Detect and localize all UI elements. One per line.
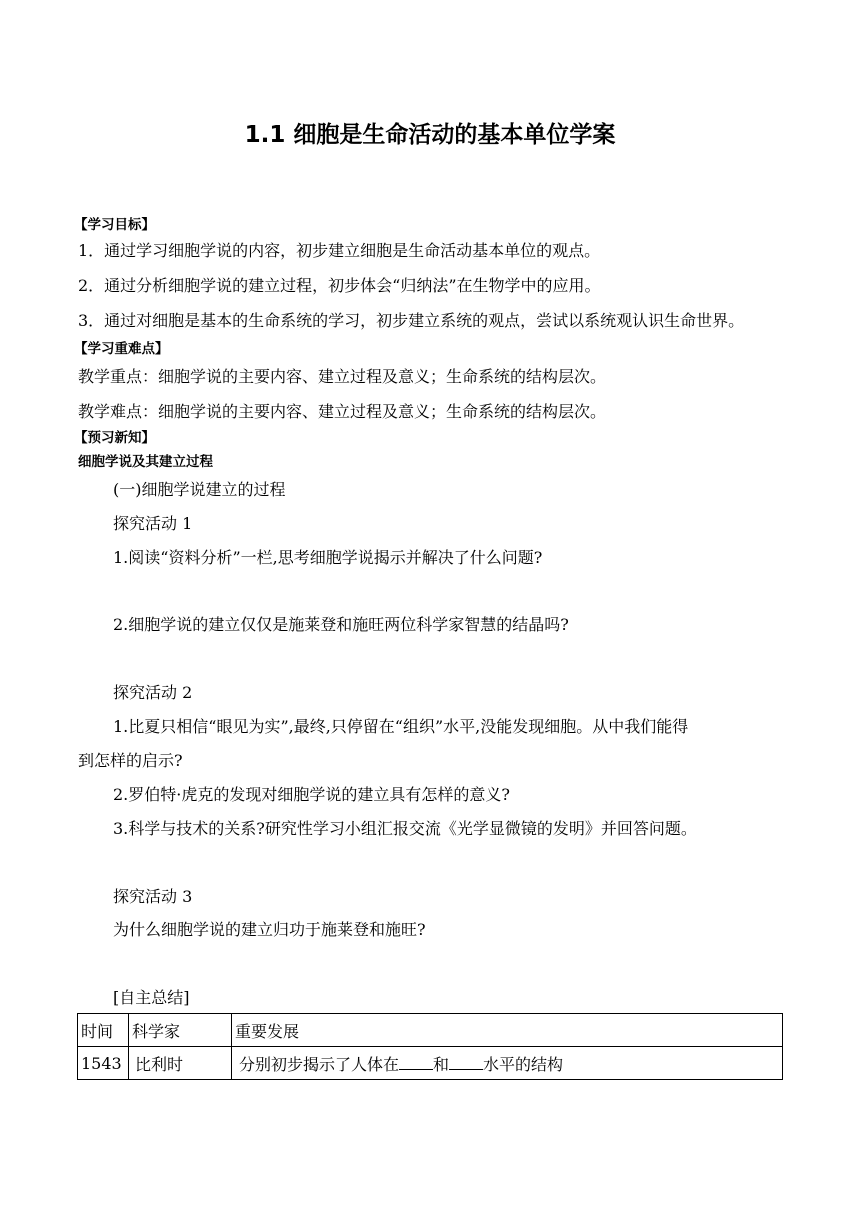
development-text-part1: 分别初步揭示了人体在 xyxy=(239,1054,400,1074)
objective-item-3: 3．通过对细胞是基本的生命系统的学习，初步建立系统的观点，尝试以系统观认识生命世界。 xyxy=(78,311,745,330)
activity1-question-1: 1.阅读“资料分析”一栏,思考细胞学说揭示并解决了什么问题? xyxy=(113,548,543,567)
cell-development xyxy=(232,1047,783,1080)
key-difficulty-heading: 【学习重难点】 xyxy=(74,341,169,357)
activity3-heading: 探究活动 3 xyxy=(113,887,193,906)
header-cell-scientist: 科学家 xyxy=(129,1014,232,1047)
activity1-heading: 探究活动 1 xyxy=(113,514,193,533)
header-cell-development: 重要发展 xyxy=(232,1014,783,1047)
cell-year: 1543 xyxy=(78,1047,129,1080)
objective-item-1: 1．通过学习细胞学说的内容，初步建立细胞是生命活动基本单位的观点。 xyxy=(78,241,601,260)
summary-table xyxy=(77,1013,783,1080)
table-header-row xyxy=(78,1014,783,1047)
cell-scientist: 比利时 xyxy=(129,1047,232,1080)
fill-blank-2[interactable] xyxy=(449,1055,483,1070)
activity3-question-1: 为什么细胞学说的建立归功于施莱登和施旺? xyxy=(113,920,426,939)
part1-heading: (一)细胞学说建立的过程 xyxy=(113,480,286,499)
activity2-heading: 探究活动 2 xyxy=(113,683,193,702)
difficult-points-text: 教学难点：细胞学说的主要内容、建立过程及意义；生命系统的结构层次。 xyxy=(78,402,607,421)
key-points-text: 教学重点：细胞学说的主要内容、建立过程及意义；生命系统的结构层次。 xyxy=(78,367,607,386)
activity2-question-1-cont: 到怎样的启示? xyxy=(78,751,183,770)
table-row xyxy=(78,1047,783,1080)
objective-item-2: 2．通过分析细胞学说的建立过程，初步体会“归纳法”在生物学中的应用。 xyxy=(78,276,601,295)
page-title: 1.1 细胞是生命活动的基本单位学案 xyxy=(244,122,616,148)
activity2-question-3: 3.科学与技术的关系?研究性学习小组汇报交流《光学显微镜的发明》并回答问题。 xyxy=(113,819,697,838)
development-text-part3: 水平的结构 xyxy=(483,1054,564,1074)
activity1-question-2: 2.细胞学说的建立仅仅是施莱登和施旺两位科学家智慧的结晶吗? xyxy=(113,615,569,634)
fill-blank-1[interactable] xyxy=(399,1055,433,1070)
objectives-heading: 【学习目标】 xyxy=(74,217,155,233)
development-text-part2: 和 xyxy=(433,1054,450,1074)
preview-heading: 【预习新知】 xyxy=(74,430,155,446)
preview-subheading: 细胞学说及其建立过程 xyxy=(78,454,213,470)
header-cell-time: 时间 xyxy=(78,1014,129,1047)
summary-heading: [自主总结] xyxy=(113,988,190,1007)
activity2-question-1: 1.比夏只相信“眼见为实”,最终,只停留在“组织”水平,没能发现细胞。从中我们能得 xyxy=(113,717,689,736)
activity2-question-2: 2.罗伯特·虎克的发现对细胞学说的建立具有怎样的意义? xyxy=(113,785,510,804)
